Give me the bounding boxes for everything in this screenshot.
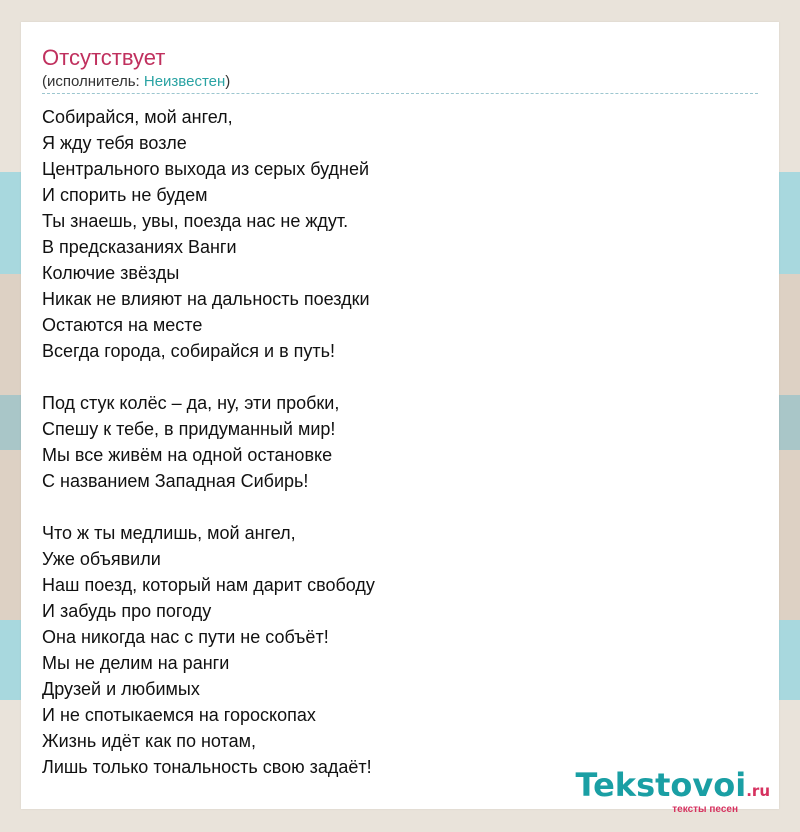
lyrics-blank-line bbox=[42, 494, 758, 520]
lyrics-line: Всегда города, собирайся и в путь! bbox=[42, 341, 336, 361]
lyrics-line: Что ж ты медлишь, мой ангел, bbox=[42, 523, 296, 543]
lyrics-card bbox=[21, 22, 779, 809]
logo-tld: .ru bbox=[746, 782, 770, 800]
lyrics-line: Она никогда нас с пути не собъёт! bbox=[42, 627, 329, 647]
lyrics-line: Жизнь идёт как по нотам, bbox=[42, 731, 256, 751]
site-logo[interactable] bbox=[576, 768, 770, 815]
logo-wordmark bbox=[576, 768, 770, 808]
artist-prefix: (исполнитель: bbox=[42, 73, 144, 90]
lyrics-line: С названием Западная Сибирь! bbox=[42, 471, 309, 491]
logo-tagline: тексты песен bbox=[672, 804, 738, 815]
lyrics-line: Я жду тебя возле bbox=[42, 133, 187, 153]
lyrics-line: Никак не влияют на дальность поездки bbox=[42, 289, 370, 309]
lyrics-line: И спорить не будем bbox=[42, 185, 208, 205]
lyrics-line: Лишь только тональность свою задаёт! bbox=[42, 757, 372, 777]
lyrics-line: Мы все живём на одной остановке bbox=[42, 445, 333, 465]
lyrics-line: Собирайся, мой ангел, bbox=[42, 107, 233, 127]
lyrics-line: Наш поезд, который нам дарит свободу bbox=[42, 575, 375, 595]
lyrics-line: Друзей и любимых bbox=[42, 679, 200, 699]
lyrics-line: Спешу к тебе, в придуманный мир! bbox=[42, 419, 336, 439]
lyrics-line: Ты знаешь, увы, поезда нас не ждут. bbox=[42, 211, 349, 231]
logo-name: Tekstovoi bbox=[575, 766, 747, 804]
lyrics-line: И не спотыкаемся на гороскопах bbox=[42, 705, 316, 725]
lyrics-line: Под стук колёс – да, ну, эти пробки, bbox=[42, 393, 340, 413]
lyrics-line: Колючие звёзды bbox=[42, 263, 180, 283]
artist-suffix: ) bbox=[225, 73, 231, 90]
artist-link[interactable]: Неизвестен bbox=[143, 73, 226, 90]
lyrics-text bbox=[42, 104, 758, 780]
lyrics-line: И забудь про погоду bbox=[42, 601, 212, 621]
lyrics-line: Мы не делим на ранги bbox=[42, 653, 230, 673]
lyrics-line: Остаются на месте bbox=[42, 315, 203, 335]
divider bbox=[42, 93, 758, 94]
song-title: Отсутствует bbox=[42, 45, 166, 70]
lyrics-line: Центрального выхода из серых будней bbox=[42, 159, 370, 179]
artist-line bbox=[42, 73, 230, 91]
lyrics-line: В предсказаниях Ванги bbox=[42, 237, 237, 257]
lyrics-line: Уже объявили bbox=[42, 549, 161, 569]
lyrics-blank-line bbox=[42, 364, 758, 390]
